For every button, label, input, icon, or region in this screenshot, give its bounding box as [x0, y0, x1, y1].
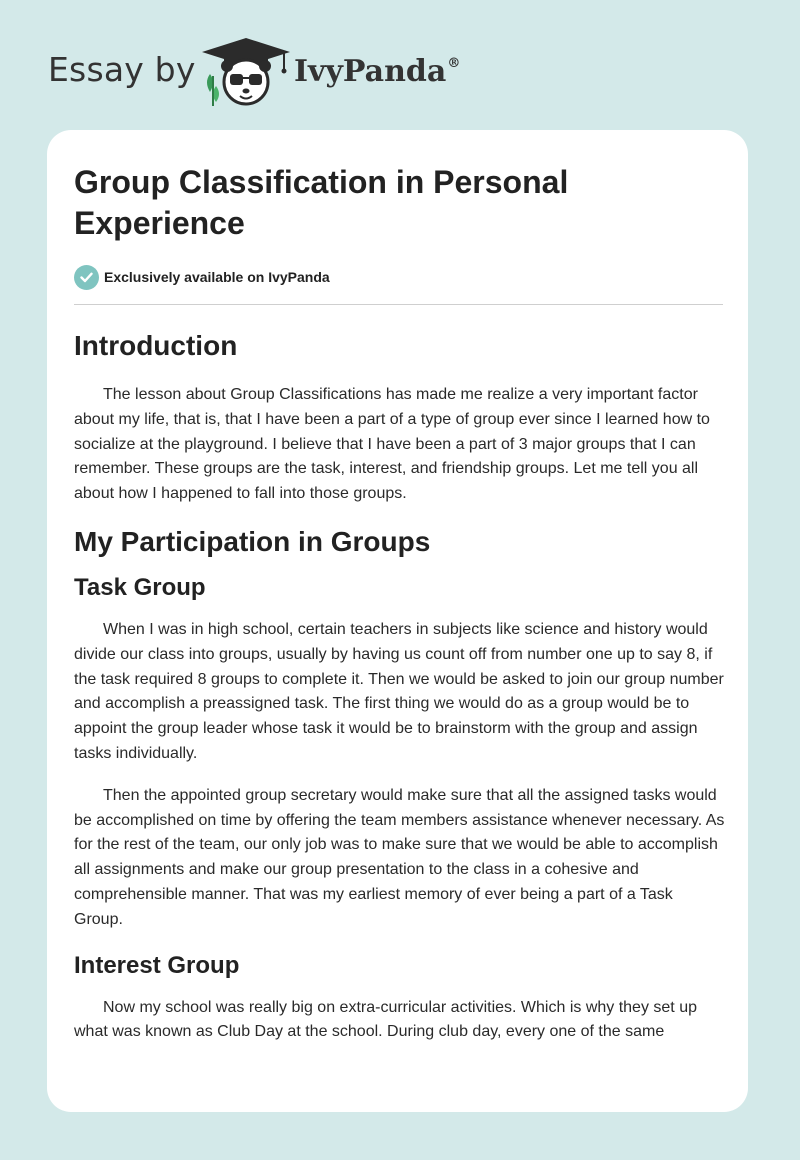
brand-text: IvyPanda [294, 54, 447, 89]
site-header [0, 0, 800, 130]
essay-by-label: Essay by [48, 50, 196, 89]
task-group-paragraph: When I was in high school, certain teachers in subjects like science and history would divide our class into groups, usually by having us count off from number one up to say 8, if the task required 8 groups to complete it. Then we would be asked to join our group number and accomplish a preassigned task. The first thing we would do as a group would be to appoint the group leader whose task it would be to brainstorm with the group and assign tasks individually. [74, 620, 724, 762]
exclusive-label: Exclusively available on IvyPanda [104, 269, 330, 285]
interest-group-paragraph: Now my school was really big on extra-curricular activities. Which is why they set up what was known as Club Day at the school. During club day, every one of the same [74, 998, 697, 1041]
task-group-paragraph: Then the appointed group secretary would make sure that all the assigned tasks would be accomplished on time by offering the team members assistance whenever necessary. As for the rest of the team, our only job was to make sure that we would be able to accomplish all assignments and make our group presentation to the class in a cohesive and comprehensible manner. That was my earliest memory of ever being a part of a Task Group. [74, 786, 725, 928]
panda-graduation-cap-icon[interactable] [200, 36, 292, 110]
essay-content [74, 162, 726, 1062]
subheading-interest-group: Interest Group [74, 951, 240, 979]
exclusive-badge [74, 263, 726, 291]
divider [74, 304, 723, 305]
registered-mark: ® [447, 56, 461, 71]
subheading-task-group: Task Group [74, 573, 206, 601]
intro-paragraph: The lesson about Group Classifications has made me realize a very important factor about my life, that is, that I have been a part of a type of group ever since I learned how to socialize at the playground. I believe that I have been a part of 3 major groups that I can remember. These groups are the task, interest, and friendship groups. Let me tell you all about how I happened to fall into those groups. [74, 386, 710, 503]
essay-card [47, 130, 748, 1112]
section-heading-introduction: Introduction [74, 330, 238, 361]
brand-name[interactable] [294, 54, 460, 89]
page-title: Group Classification in Personal Experience [74, 164, 569, 241]
check-circle-icon [74, 265, 99, 290]
section-heading-participation: My Participation in Groups [74, 525, 431, 557]
